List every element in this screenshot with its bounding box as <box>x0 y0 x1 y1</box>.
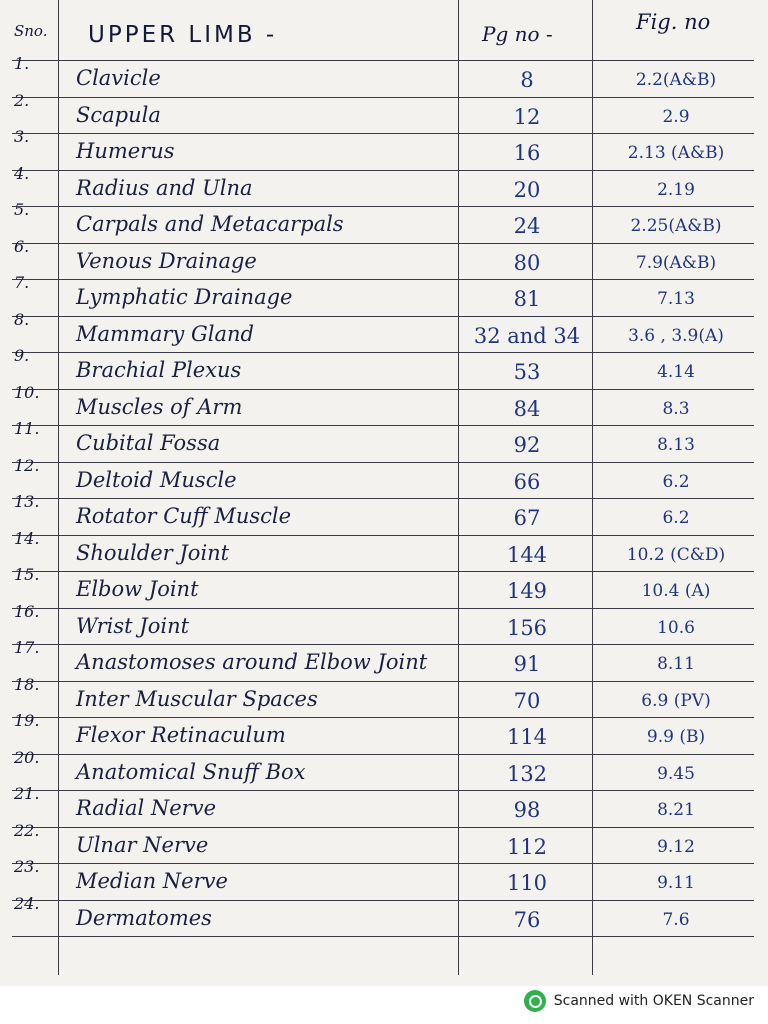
row-fig-no: 8.3 <box>662 398 690 419</box>
table-row <box>0 565 768 608</box>
row-topic: Venous Drainage <box>76 248 257 273</box>
table-row <box>0 820 768 864</box>
header-sno: Sno. <box>14 22 48 40</box>
row-fig-no: 2.13 (A&B) <box>627 143 725 163</box>
row-page-no: 81 <box>513 287 541 311</box>
row-page-no: 32 and 34 <box>473 323 581 348</box>
table-row <box>0 601 768 645</box>
row-topic: Humerus <box>76 139 175 163</box>
row-fig-no: 8.21 <box>657 800 695 820</box>
row-fig-no: 8.11 <box>657 654 695 674</box>
header-fig-no: Fig. no <box>636 10 711 34</box>
row-page-no: 16 <box>513 141 541 165</box>
row-topic: Lymphatic Drainage <box>76 285 293 309</box>
row-topic: Wrist Joint <box>76 613 190 638</box>
row-page-no: 66 <box>513 469 541 494</box>
row-fig-no: 10.6 <box>657 617 695 638</box>
ruled-line <box>12 60 754 61</box>
row-sno: 10. <box>14 382 40 402</box>
row-fig-no: 9.12 <box>657 836 695 857</box>
row-topic: Anatomical Snuff Box <box>76 759 306 784</box>
row-page-no: 24 <box>513 214 541 238</box>
table-row <box>0 893 768 937</box>
row-page-no: 84 <box>513 396 541 421</box>
table-row <box>0 747 768 791</box>
row-sno: 2. <box>14 90 30 110</box>
page-title: UPPER LIMB - <box>88 22 278 48</box>
row-fig-no: 10.2 (C&D) <box>626 544 726 565</box>
scanner-footer <box>524 990 754 1012</box>
row-topic: Flexor Retinaculum <box>76 723 286 747</box>
row-topic: Ulnar Nerve <box>76 832 209 857</box>
table-row <box>0 90 768 134</box>
row-sno: 5. <box>14 200 30 219</box>
row-page-no: 20 <box>513 177 541 202</box>
table-row <box>0 419 768 462</box>
row-sno: 23. <box>14 857 40 876</box>
row-fig-no: 8.13 <box>657 435 695 455</box>
table-row <box>0 163 768 207</box>
row-fig-no: 10.4 (A) <box>641 581 711 601</box>
footer-text: Scanned with OKEN Scanner <box>553 993 754 1009</box>
table-row <box>0 492 768 535</box>
row-fig-no: 3.6 , 3.9(A) <box>628 325 724 346</box>
row-sno: 22. <box>14 820 40 840</box>
row-page-no: 149 <box>506 579 548 603</box>
row-fig-no: 7.6 <box>662 909 690 930</box>
row-sno: 12. <box>14 455 40 475</box>
row-page-no: 67 <box>513 506 541 530</box>
row-fig-no: 2.19 <box>657 179 695 200</box>
row-page-no: 80 <box>513 250 541 275</box>
row-page-no: 144 <box>506 542 548 567</box>
row-fig-no: 2.9 <box>662 106 690 127</box>
row-sno: 1. <box>14 54 30 73</box>
row-topic: Scapula <box>76 102 161 127</box>
row-page-no: 110 <box>506 871 548 895</box>
row-sno: 4. <box>14 163 30 183</box>
row-sno: 13. <box>14 492 40 511</box>
row-fig-no: 7.13 <box>657 289 695 309</box>
table-row <box>0 346 768 389</box>
row-sno: 9. <box>14 346 30 365</box>
row-topic: Median Nerve <box>76 869 228 893</box>
row-page-no: 70 <box>513 688 541 713</box>
row-topic: Rotator Cuff Muscle <box>76 504 292 528</box>
row-sno: 21. <box>14 784 40 803</box>
row-topic: Inter Muscular Spaces <box>76 686 318 711</box>
row-topic: Anastomoses around Elbow Joint <box>76 650 428 674</box>
row-topic: Carpals and Metacarpals <box>76 212 344 236</box>
row-fig-no: 7.9(A&B) <box>635 252 717 273</box>
row-sno: 11. <box>14 419 40 438</box>
table-row <box>0 127 768 170</box>
row-fig-no: 6.2 <box>662 508 690 528</box>
row-fig-no: 9.11 <box>657 873 695 893</box>
row-sno: 14. <box>14 528 40 548</box>
row-page-no: 53 <box>513 360 541 384</box>
table-row <box>0 382 768 426</box>
row-sno: 19. <box>14 711 40 730</box>
row-sno: 6. <box>14 236 30 256</box>
table-row <box>0 236 768 280</box>
row-sno: 15. <box>14 565 40 584</box>
table-row <box>0 711 768 754</box>
row-sno: 17. <box>14 638 40 657</box>
row-fig-no: 2.25(A&B) <box>630 216 722 236</box>
table-row <box>0 784 768 827</box>
row-sno: 18. <box>14 674 40 694</box>
row-page-no: 8 <box>520 68 534 92</box>
table-row <box>0 857 768 900</box>
oken-scanner-logo-icon <box>524 990 546 1012</box>
row-topic: Dermatomes <box>76 905 212 930</box>
row-page-no: 91 <box>513 652 541 676</box>
row-fig-no: 4.14 <box>657 362 695 382</box>
row-fig-no: 6.2 <box>662 471 690 492</box>
row-topic: Clavicle <box>76 66 161 90</box>
row-topic: Radial Nerve <box>76 796 217 820</box>
row-page-no: 92 <box>513 433 541 457</box>
table-row <box>0 54 768 97</box>
row-topic: Deltoid Muscle <box>76 467 237 492</box>
row-page-no: 98 <box>513 798 541 822</box>
table-row <box>0 200 768 243</box>
row-sno: 24. <box>14 893 40 913</box>
row-page-no: 132 <box>506 761 548 786</box>
row-topic: Radius and Ulna <box>76 175 253 200</box>
table-row <box>0 273 768 316</box>
row-topic: Shoulder Joint <box>76 540 230 565</box>
row-topic: Brachial Plexus <box>76 358 242 382</box>
row-page-no: 156 <box>506 615 548 640</box>
row-page-no: 12 <box>513 104 541 129</box>
row-sno: 20. <box>14 747 40 767</box>
row-sno: 16. <box>14 601 40 621</box>
row-fig-no: 9.9 (B) <box>646 727 706 747</box>
row-fig-no: 2.2(A&B) <box>635 70 717 90</box>
table-row <box>0 455 768 499</box>
row-page-no: 76 <box>513 907 541 932</box>
row-fig-no: 9.45 <box>657 763 695 784</box>
row-fig-no: 6.9 (PV) <box>641 690 711 711</box>
table-row <box>0 674 768 718</box>
table-row <box>0 528 768 572</box>
header-page-no: Pg no - <box>482 22 553 46</box>
row-topic: Cubital Fossa <box>76 431 221 455</box>
row-topic: Muscles of Arm <box>76 394 243 419</box>
row-sno: 7. <box>14 273 30 292</box>
row-sno: 3. <box>14 127 30 146</box>
table-row <box>0 309 768 353</box>
row-page-no: 112 <box>506 834 548 859</box>
row-sno: 8. <box>14 309 30 329</box>
row-topic: Mammary Gland <box>76 321 254 346</box>
row-topic: Elbow Joint <box>76 577 199 601</box>
table-row <box>0 638 768 681</box>
row-page-no: 114 <box>506 725 548 749</box>
